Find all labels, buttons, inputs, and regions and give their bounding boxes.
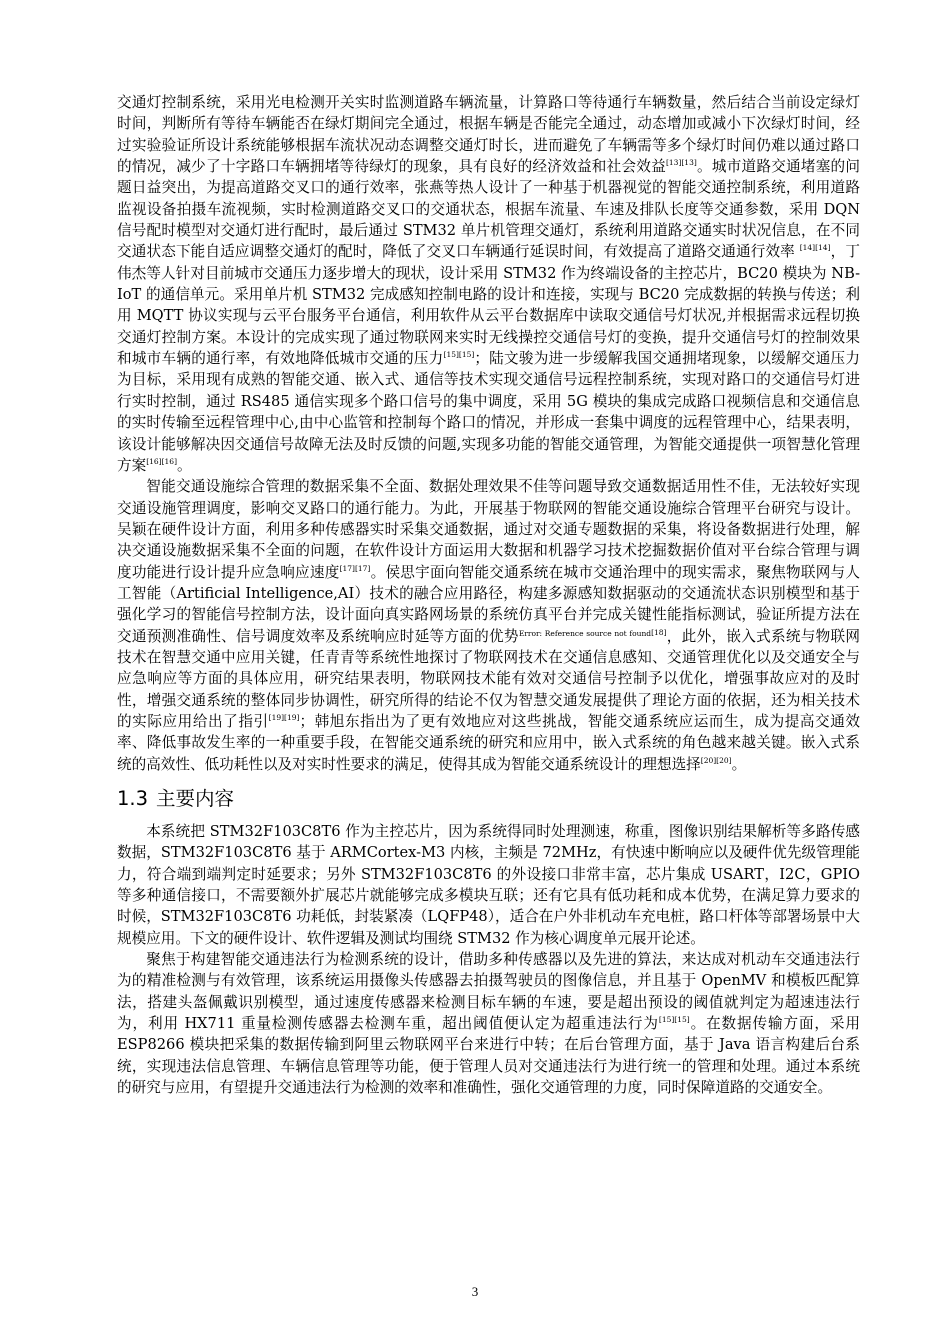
body-text: ，此外，嵌入式系统与物联网技术在智慧交通中应用关键，任青青等系统性地探讨了物联网技术在交通信息感知、交通管理优化以及交通安全与应急响应等方面的具体应用，研究结果表明，物联网技术能有效对交通信号控制予以优化，增强事故应对的及时性，增强交通系统的整体同步协调性，研究所得的结论不仅为智慧交通发展提供了理论方面的依据，还为相关技术的实际应用给出了指引 — [117, 627, 860, 730]
citation[interactable]: [19][19] — [268, 712, 300, 722]
body-text: 。城市道路交通堵塞的问题日益突出，为提高道路交叉口的通行效率，张燕等热人设计了一种基于机器视觉的智能交通控制系统，利用道路监视设备拍摄车流视频，实时检测道路交叉口的交通状态，根据车流量、车速及排队长度等交通参数，采用 DQN 信号配时模型对交通灯进行配时，最后通过 STM32 单片机管理交通灯，系统利用道路交通实时状况信息，在不同交通状态下能自适应调整交通灯的配时，降低了交叉口车辆通行延误时间，有效提高了道路交通通行效率 — [117, 158, 860, 261]
citation[interactable]: [18] — [651, 627, 667, 637]
body-text: ；陆文骏为进一步缓解我国交通拥堵现象，以缓解交通压力为目标，采用现有成熟的智能交通、嵌入式、通信等技术实现交通信号远程控制系统，实现对路口的交通信号灯进行实时控制，通过 RS485 通信实现多个路口信号的集中调度，采用 5G 模块的集成完成路口视频信息和交通信息的实时传输至远程管理中心,由中心监管和控制每个路口的情况，并形成一套集中调度的远程管理中心，结果表明，该设计能够解决因交通信号故障无法及时反馈的问题,实现多功能的智能交通管理，为智能交通提供一项智慧化管理方案 — [117, 350, 860, 474]
section-heading — [117, 785, 860, 813]
citation[interactable]: [15][15] — [443, 350, 475, 360]
paragraph-4 — [117, 949, 860, 1098]
paragraph-2 — [117, 476, 860, 775]
citation[interactable]: [14][14] — [799, 243, 831, 253]
citation[interactable]: [20][20] — [700, 755, 732, 765]
section-title: 主要内容 — [156, 787, 235, 810]
body-text: 。在数据传输方面，采用 ESP8266 模块把采集的数据传输到阿里云物联网平台来进行中转；在后台管理方面，基于 Java 语言构建后台系统，实现违法信息管理、车辆信息管理等功能，便于管理人员对交通违法行为进行统一的管理和处理。通过本系统的研究与应用，有望提升交通违法行为检测的效率和准确性，强化交通管理的力度，同时保障道路的交通安全。 — [117, 1015, 860, 1097]
body-text: 。 — [177, 456, 192, 474]
citation[interactable]: [17][17] — [339, 563, 371, 573]
citation[interactable]: [16][16] — [146, 456, 177, 466]
body-text: 。侯思宇面向智能交通系统在城市交通治理中的现实需求，聚焦物联网与人工智能（Artificial Intelligence,AI）技术的融合应用路径，构建多源感知数据驱动的交通流状态识别模型和基于强化学习的智能信号控制方法，设计面向真实路网场景的系统仿真平台并完成关键性能指标测试，验证所提方法在交通预测准确性、信号调度效率及系统响应时延等方面的优势 — [117, 563, 860, 645]
body-text: 交通灯控制系统，采用光电检测开关实时监测道路车辆流量，计算路口等待通行车辆数量，然后结合当前设定绿灯时间，判断所有等待车辆能否在绿灯期间完全通过，根据车辆是否能完全通过，动态增加或减小下次绿灯时间，经过实验验证所设计系统能够根据车流状况动态调整交通灯时长，进而避免了车辆需等多个绿灯时间仍难以通过路口的情况，减少了十字路口车辆拥堵等待绿灯的现象，具有良好的经济效益和社会效益 — [117, 94, 860, 176]
body-text: 智能交通设施综合管理的数据采集不全面、数据处理效果不佳等问题导致交通数据适用性不佳，无法较好实现交通设施管理调度，影响交叉路口的通行能力。为此，开展基于物联网的智能交通设施综合管理平台研究与设计。吴颖在硬件设计方面，利用多种传感器实时采集交通数据，通过对交通专题数据的采集，将设备数据进行处理，解决交通设施数据采集不全面的问题，在软件设计方面运用大数据和机器学习技术挖掘数据价值对平台综合管理与调度功能进行设计提升应急响应速度 — [117, 478, 860, 581]
citation[interactable]: [13][13] — [665, 158, 697, 168]
body-text: ；韩旭东指出为了更有效地应对这些挑战，智能交通系统应运而生，成为提高交通效率、降低事故发生率的一种重要手段，在智能交通系统的研究和应用中，嵌入式系统的角色越来越关键。嵌入式系统的高效性、低功耗性以及对实时性要求的满足，使得其成为智能交通系统设计的理想选择 — [117, 712, 860, 773]
page-number: 3 — [471, 1284, 479, 1299]
paragraph-3: 本系统把 STM32F103C8T6 作为主控芯片，因为系统得同时处理测速，称重，图像识别结果解析等多路传感数据，STM32F103C8T6 基于 ARMCortex-M3 内核，主频是 72MHz，有快速中断响应以及硬件优先级管理能力，符合端到端判定时延要求；另外 STM32F103C8T6 的外设接口非常丰富，芯片集成 USART，I2C，GPIO 等多种通信接口，不需要额外扩展芯片就能够完成多模块互联；还有它具有低功耗和成本优势，在满足算力要求的时候，STM32F103C8T6 功耗低，封装紧凑（LQFP48），适合在户外非机动车充电桩，路口杆体等部署场景中大规模应用。下文的硬件设计、软件逻辑及测试均围绕 STM32 作为核心调度单元展开论述。 — [117, 823, 860, 947]
body-text: 聚焦于构建智能交通违法行为检测系统的设计，借助多种传感器以及先进的算法，来达成对机动车交通违法行为的精准检测与有效管理，该系统运用摄像头传感器去拍摄驾驶员的图像信息，并且基于 OpenMV 和模板匹配算法，搭建头盔佩戴识别模型，通过速度传感器来检测目标车辆的车速，要是超出预设的阈值就判定为超速违法行为，利用 HX711 重量检测传感器去检测车重，超出阈值便认定为超重违法行为 — [117, 951, 860, 1033]
paragraph-1 — [117, 92, 860, 476]
page-body — [117, 92, 860, 1098]
body-text: ，丁伟杰等人针对目前城市交通压力逐步增大的现状，设计采用 STM32 作为终端设备的主控芯片，BC20 模块为 NB-IoT 的通信单元。采用单片机 STM32 完成感知控制电路的设计和连接，实现与 BC20 完成数据的转换与传送；利用 MQTT 协议实现与云平台服务平台通信，利用软件从云平台数据库中读取交通信号灯状况,并根据需求远程切换交通灯控制方案。本设计的完成实现了通过物联网来实时无线操控交通信号灯的变换，提升交通信号灯的控制效果和城市车辆的通行率，有效地降低城市交通的压力 — [117, 243, 860, 368]
citation[interactable]: [15][15] — [658, 1015, 690, 1025]
reference-error-text: Error: Reference source not found — [518, 628, 652, 638]
section-number: 1.3 — [117, 787, 149, 810]
body-text: 。 — [731, 755, 747, 773]
